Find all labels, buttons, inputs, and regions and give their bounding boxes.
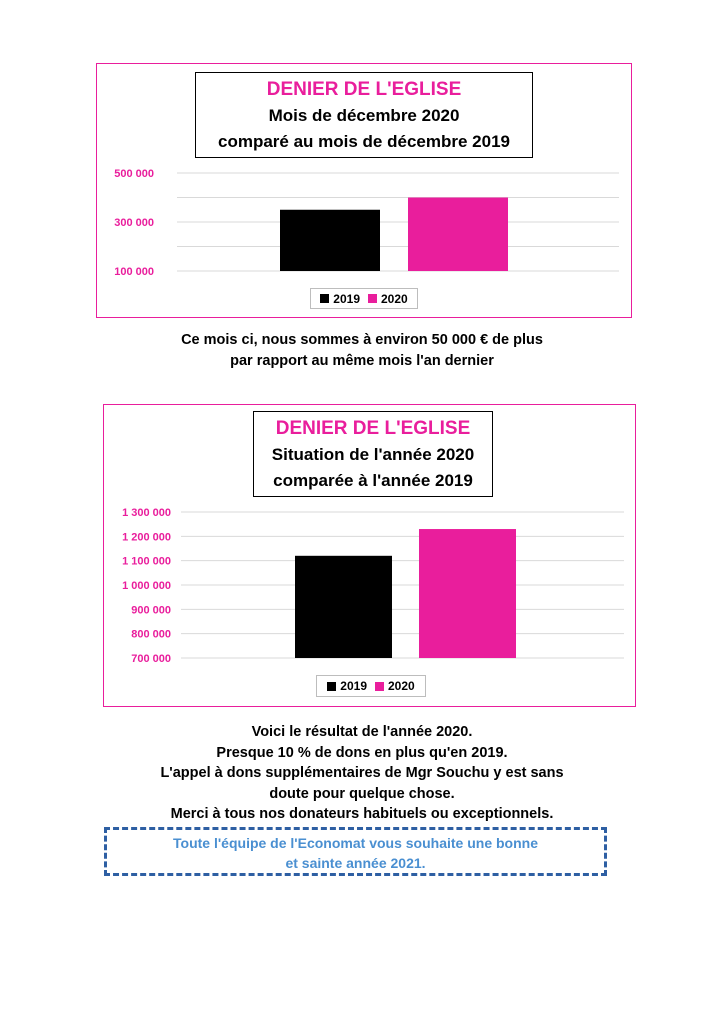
chart-december-comparison bbox=[96, 63, 632, 318]
closing-message-box bbox=[104, 827, 607, 876]
legend-label-2019: 2019 bbox=[340, 679, 367, 693]
legend-label-2019: 2019 bbox=[333, 291, 360, 306]
y-tick-label: 300 000 bbox=[114, 217, 154, 229]
y-tick-label: 1 300 000 bbox=[122, 507, 171, 519]
legend-swatch-2019 bbox=[320, 294, 329, 303]
commentary-line: Presque 10 % de dons en plus qu'en 2019. bbox=[216, 744, 508, 761]
bar-2019 bbox=[295, 556, 392, 658]
chart-title: DENIER DE L'EGLISE bbox=[275, 418, 471, 439]
legend-label-2020: 2020 bbox=[381, 291, 408, 306]
bar-2020 bbox=[408, 198, 508, 272]
chart-legend bbox=[310, 288, 418, 309]
chart-year-comparison bbox=[103, 404, 636, 707]
chart-title-box bbox=[253, 411, 493, 497]
december-commentary bbox=[0, 330, 724, 371]
commentary-line: par rapport au même mois l'an dernier bbox=[230, 352, 494, 369]
legend-item-2020 bbox=[375, 679, 415, 693]
commentary-line: L'appel à dons supplémentaires de Mgr Souchu y est sans bbox=[160, 765, 564, 781]
chart-title-box bbox=[195, 72, 533, 158]
legend-item-2020 bbox=[368, 292, 408, 306]
chart-title: DENIER DE L'EGLISE bbox=[266, 79, 462, 100]
y-tick-label: 1 000 000 bbox=[122, 580, 171, 592]
y-tick-label: 800 000 bbox=[131, 628, 171, 641]
commentary-line: doute pour quelque chose. bbox=[269, 785, 455, 802]
year-commentary bbox=[0, 722, 724, 825]
y-tick-label: 1 100 000 bbox=[122, 555, 171, 568]
y-tick-label: 1 200 000 bbox=[122, 531, 171, 544]
chart-subtitle-line2: comparée à l'année 2019 bbox=[273, 471, 473, 490]
legend-item-2019 bbox=[327, 679, 367, 693]
y-tick-label: 100 000 bbox=[114, 266, 154, 278]
commentary-line: Ce mois ci, nous sommes à environ 50 000 € de plus bbox=[181, 332, 543, 348]
legend-swatch-2020 bbox=[375, 682, 384, 691]
y-tick-label: 500 000 bbox=[114, 168, 154, 180]
bar-2019 bbox=[280, 210, 380, 271]
bar-2020 bbox=[419, 529, 516, 658]
closing-line: et sainte année 2021. bbox=[285, 855, 426, 871]
commentary-line: Voici le résultat de l'année 2020. bbox=[251, 724, 473, 740]
closing-line: Toute l'équipe de l'Economat vous souhaite une bonne bbox=[173, 835, 538, 851]
chart-subtitle-line1: Mois de décembre 2020 bbox=[268, 106, 460, 125]
legend-swatch-2019 bbox=[327, 682, 336, 691]
y-tick-label: 700 000 bbox=[131, 653, 171, 665]
legend-label-2020: 2020 bbox=[388, 679, 415, 693]
commentary-line: Merci à tous nos donateurs habituels ou exceptionnels. bbox=[170, 806, 554, 822]
legend-item-2019 bbox=[320, 292, 360, 306]
chart-legend bbox=[316, 675, 426, 697]
chart-subtitle-line1: Situation de l'année 2020 bbox=[271, 445, 475, 464]
y-tick-label: 900 000 bbox=[131, 604, 171, 617]
chart-subtitle-line2: comparé au mois de décembre 2019 bbox=[218, 132, 510, 151]
legend-swatch-2020 bbox=[368, 294, 377, 303]
